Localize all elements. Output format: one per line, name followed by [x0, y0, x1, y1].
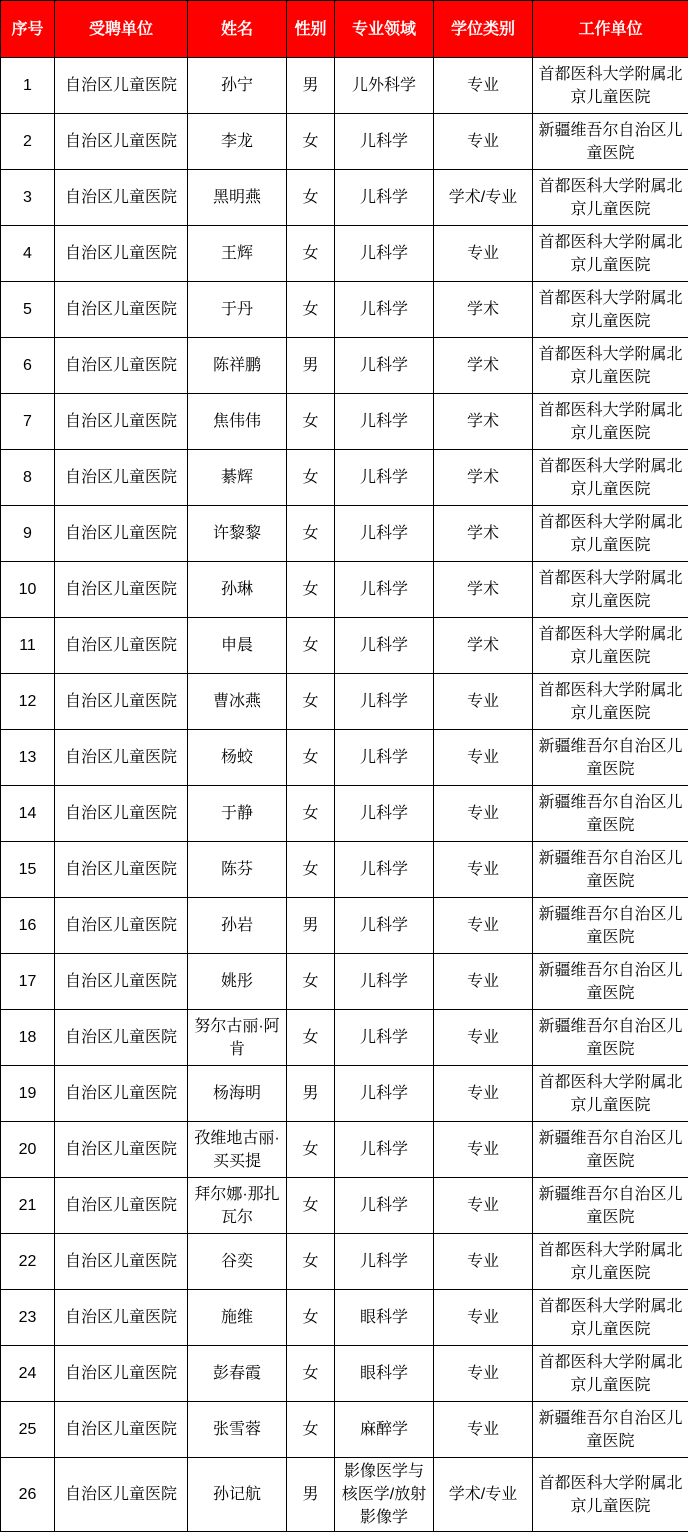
cell-field: 儿科学: [335, 338, 434, 394]
table-row: [1, 226, 688, 282]
cell-name: 彭春霞: [188, 1346, 287, 1402]
cell-employer: 自治区儿童医院: [55, 170, 188, 226]
cell-field: 儿科学: [335, 1122, 434, 1178]
cell-serial: 22: [1, 1234, 55, 1290]
cell-employer: 自治区儿童医院: [55, 506, 188, 562]
cell-employer: 自治区儿童医院: [55, 1458, 188, 1532]
cell-serial: 10: [1, 562, 55, 618]
cell-serial: 24: [1, 1346, 55, 1402]
cell-serial: 5: [1, 282, 55, 338]
cell-serial: 4: [1, 226, 55, 282]
cell-serial: 16: [1, 898, 55, 954]
cell-name: 李龙: [188, 114, 287, 170]
cell-work: 新疆维吾尔自治区儿童医院: [533, 1010, 688, 1066]
column-header-employer: 受聘单位: [55, 1, 188, 58]
cell-field: 儿科学: [335, 394, 434, 450]
table-row: [1, 618, 688, 674]
cell-name: 孙琳: [188, 562, 287, 618]
cell-work: 首都医科大学附属北京儿童医院: [533, 1234, 688, 1290]
cell-field: 儿科学: [335, 674, 434, 730]
table-header-row: [1, 1, 688, 58]
cell-field: 麻醉学: [335, 1402, 434, 1458]
cell-work: 首都医科大学附属北京儿童医院: [533, 674, 688, 730]
cell-degree: 专业: [434, 1346, 533, 1402]
cell-work: 首都医科大学附属北京儿童医院: [533, 450, 688, 506]
cell-field: 儿科学: [335, 450, 434, 506]
cell-degree: 学术/专业: [434, 1458, 533, 1532]
cell-gender: 女: [287, 1234, 335, 1290]
cell-gender: 女: [287, 282, 335, 338]
cell-serial: 19: [1, 1066, 55, 1122]
table-row: [1, 674, 688, 730]
cell-work: 新疆维吾尔自治区儿童医院: [533, 1402, 688, 1458]
table-row: [1, 506, 688, 562]
table-row: [1, 58, 688, 114]
cell-serial: 17: [1, 954, 55, 1010]
cell-degree: 学术: [434, 506, 533, 562]
table-row: [1, 1290, 688, 1346]
cell-name: 曹冰燕: [188, 674, 287, 730]
cell-name: 拜尔娜·那扎瓦尔: [188, 1178, 287, 1234]
cell-degree: 专业: [434, 730, 533, 786]
cell-serial: 15: [1, 842, 55, 898]
table-row: [1, 730, 688, 786]
cell-name: 黑明燕: [188, 170, 287, 226]
cell-gender: 女: [287, 506, 335, 562]
cell-work: 新疆维吾尔自治区儿童医院: [533, 842, 688, 898]
cell-degree: 专业: [434, 786, 533, 842]
cell-gender: 男: [287, 338, 335, 394]
cell-work: 首都医科大学附属北京儿童医院: [533, 58, 688, 114]
cell-work: 首都医科大学附属北京儿童医院: [533, 1346, 688, 1402]
cell-serial: 8: [1, 450, 55, 506]
cell-serial: 23: [1, 1290, 55, 1346]
cell-employer: 自治区儿童医院: [55, 786, 188, 842]
cell-employer: 自治区儿童医院: [55, 562, 188, 618]
column-header-serial: 序号: [1, 1, 55, 58]
cell-gender: 女: [287, 786, 335, 842]
cell-work: 新疆维吾尔自治区儿童医院: [533, 954, 688, 1010]
cell-employer: 自治区儿童医院: [55, 338, 188, 394]
cell-gender: 女: [287, 114, 335, 170]
cell-name: 许黎黎: [188, 506, 287, 562]
cell-gender: 女: [287, 1290, 335, 1346]
cell-serial: 25: [1, 1402, 55, 1458]
cell-employer: 自治区儿童医院: [55, 394, 188, 450]
cell-name: 申晨: [188, 618, 287, 674]
cell-field: 儿科学: [335, 1066, 434, 1122]
cell-employer: 自治区儿童医院: [55, 898, 188, 954]
cell-gender: 女: [287, 954, 335, 1010]
cell-name: 陈芬: [188, 842, 287, 898]
cell-degree: 专业: [434, 1290, 533, 1346]
cell-work: 新疆维吾尔自治区儿童医院: [533, 786, 688, 842]
cell-field: 儿科学: [335, 226, 434, 282]
cell-degree: 专业: [434, 1066, 533, 1122]
cell-name: 孜维地古丽·买买提: [188, 1122, 287, 1178]
cell-degree: 专业: [434, 1234, 533, 1290]
cell-work: 首都医科大学附属北京儿童医院: [533, 170, 688, 226]
cell-name: 努尔古丽·阿肯: [188, 1010, 287, 1066]
table-row: [1, 1458, 688, 1532]
cell-field: 儿科学: [335, 954, 434, 1010]
cell-field: 儿科学: [335, 114, 434, 170]
column-header-degree: 学位类别: [434, 1, 533, 58]
cell-gender: 男: [287, 1458, 335, 1532]
table-row: [1, 842, 688, 898]
cell-gender: 女: [287, 618, 335, 674]
cell-work: 新疆维吾尔自治区儿童医院: [533, 1122, 688, 1178]
cell-field: 儿科学: [335, 506, 434, 562]
column-header-name: 姓名: [188, 1, 287, 58]
table-row: [1, 898, 688, 954]
table-row: [1, 954, 688, 1010]
cell-employer: 自治区儿童医院: [55, 1010, 188, 1066]
cell-field: 儿科学: [335, 1010, 434, 1066]
cell-degree: 专业: [434, 898, 533, 954]
cell-serial: 11: [1, 618, 55, 674]
cell-employer: 自治区儿童医院: [55, 674, 188, 730]
cell-field: 儿科学: [335, 842, 434, 898]
cell-degree: 专业: [434, 842, 533, 898]
cell-degree: 专业: [434, 954, 533, 1010]
cell-serial: 1: [1, 58, 55, 114]
cell-employer: 自治区儿童医院: [55, 730, 188, 786]
cell-gender: 女: [287, 562, 335, 618]
cell-degree: 学术: [434, 338, 533, 394]
cell-employer: 自治区儿童医院: [55, 954, 188, 1010]
cell-employer: 自治区儿童医院: [55, 1122, 188, 1178]
cell-work: 首都医科大学附属北京儿童医院: [533, 226, 688, 282]
table-row: [1, 170, 688, 226]
cell-serial: 26: [1, 1458, 55, 1532]
cell-name: 姚彤: [188, 954, 287, 1010]
cell-gender: 女: [287, 730, 335, 786]
cell-employer: 自治区儿童医院: [55, 618, 188, 674]
cell-field: 儿科学: [335, 562, 434, 618]
cell-name: 于静: [188, 786, 287, 842]
cell-employer: 自治区儿童医院: [55, 1066, 188, 1122]
cell-serial: 14: [1, 786, 55, 842]
table-body: [1, 58, 688, 1532]
cell-employer: 自治区儿童医院: [55, 282, 188, 338]
table-row: [1, 562, 688, 618]
table-row: [1, 1346, 688, 1402]
cell-field: 儿科学: [335, 1234, 434, 1290]
cell-degree: 专业: [434, 114, 533, 170]
cell-work: 首都医科大学附属北京儿童医院: [533, 1066, 688, 1122]
cell-degree: 学术/专业: [434, 170, 533, 226]
cell-serial: 21: [1, 1178, 55, 1234]
cell-gender: 男: [287, 58, 335, 114]
cell-field: 儿科学: [335, 898, 434, 954]
cell-field: 眼科学: [335, 1346, 434, 1402]
cell-field: 儿科学: [335, 1178, 434, 1234]
cell-gender: 女: [287, 1122, 335, 1178]
table-row: [1, 114, 688, 170]
table-row: [1, 1234, 688, 1290]
cell-name: 施维: [188, 1290, 287, 1346]
cell-field: 儿科学: [335, 730, 434, 786]
cell-name: 綦辉: [188, 450, 287, 506]
cell-name: 于丹: [188, 282, 287, 338]
cell-name: 陈祥鹏: [188, 338, 287, 394]
table-row: [1, 450, 688, 506]
cell-work: 新疆维吾尔自治区儿童医院: [533, 898, 688, 954]
cell-work: 首都医科大学附属北京儿童医院: [533, 338, 688, 394]
column-header-gender: 性别: [287, 1, 335, 58]
cell-degree: 专业: [434, 1402, 533, 1458]
cell-gender: 女: [287, 450, 335, 506]
cell-name: 焦伟伟: [188, 394, 287, 450]
cell-employer: 自治区儿童医院: [55, 1346, 188, 1402]
cell-serial: 12: [1, 674, 55, 730]
table-row: [1, 282, 688, 338]
table-row: [1, 1402, 688, 1458]
cell-gender: 男: [287, 898, 335, 954]
cell-degree: 专业: [434, 226, 533, 282]
table-row: [1, 786, 688, 842]
cell-gender: 女: [287, 842, 335, 898]
cell-employer: 自治区儿童医院: [55, 450, 188, 506]
cell-field: 儿科学: [335, 170, 434, 226]
cell-degree: 学术: [434, 562, 533, 618]
cell-work: 首都医科大学附属北京儿童医院: [533, 618, 688, 674]
table-row: [1, 1010, 688, 1066]
cell-work: 新疆维吾尔自治区儿童医院: [533, 114, 688, 170]
cell-field: 影像医学与核医学/放射影像学: [335, 1458, 434, 1532]
cell-field: 儿科学: [335, 282, 434, 338]
column-header-work: 工作单位: [533, 1, 688, 58]
cell-degree: 学术: [434, 394, 533, 450]
cell-degree: 学术: [434, 618, 533, 674]
cell-field: 儿科学: [335, 618, 434, 674]
cell-serial: 3: [1, 170, 55, 226]
cell-employer: 自治区儿童医院: [55, 842, 188, 898]
cell-work: 首都医科大学附属北京儿童医院: [533, 282, 688, 338]
cell-serial: 20: [1, 1122, 55, 1178]
cell-gender: 男: [287, 1066, 335, 1122]
cell-degree: 专业: [434, 674, 533, 730]
cell-work: 新疆维吾尔自治区儿童医院: [533, 1178, 688, 1234]
cell-serial: 6: [1, 338, 55, 394]
cell-name: 谷奕: [188, 1234, 287, 1290]
cell-name: 张雪蓉: [188, 1402, 287, 1458]
cell-degree: 专业: [434, 1010, 533, 1066]
cell-work: 首都医科大学附属北京儿童医院: [533, 506, 688, 562]
cell-name: 杨海明: [188, 1066, 287, 1122]
table-row: [1, 1066, 688, 1122]
cell-gender: 女: [287, 674, 335, 730]
cell-gender: 女: [287, 1178, 335, 1234]
cell-work: 首都医科大学附属北京儿童医院: [533, 562, 688, 618]
cell-employer: 自治区儿童医院: [55, 1234, 188, 1290]
table-row: [1, 1178, 688, 1234]
cell-employer: 自治区儿童医院: [55, 58, 188, 114]
cell-work: 首都医科大学附属北京儿童医院: [533, 1458, 688, 1532]
cell-employer: 自治区儿童医院: [55, 1290, 188, 1346]
cell-name: 杨蛟: [188, 730, 287, 786]
cell-name: 王辉: [188, 226, 287, 282]
cell-work: 首都医科大学附属北京儿童医院: [533, 394, 688, 450]
cell-serial: 7: [1, 394, 55, 450]
cell-degree: 学术: [434, 282, 533, 338]
cell-work: 首都医科大学附属北京儿童医院: [533, 1290, 688, 1346]
cell-work: 新疆维吾尔自治区儿童医院: [533, 730, 688, 786]
column-header-field: 专业领域: [335, 1, 434, 58]
cell-field: 儿外科学: [335, 58, 434, 114]
cell-field: 眼科学: [335, 1290, 434, 1346]
table-row: [1, 1122, 688, 1178]
cell-serial: 2: [1, 114, 55, 170]
cell-field: 儿科学: [335, 786, 434, 842]
cell-degree: 专业: [434, 1178, 533, 1234]
cell-employer: 自治区儿童医院: [55, 114, 188, 170]
cell-employer: 自治区儿童医院: [55, 1402, 188, 1458]
cell-gender: 女: [287, 170, 335, 226]
cell-serial: 13: [1, 730, 55, 786]
cell-name: 孙岩: [188, 898, 287, 954]
cell-gender: 女: [287, 1402, 335, 1458]
table-header: [1, 1, 688, 58]
cell-employer: 自治区儿童医院: [55, 1178, 188, 1234]
cell-serial: 18: [1, 1010, 55, 1066]
cell-employer: 自治区儿童医院: [55, 226, 188, 282]
table-row: [1, 338, 688, 394]
cell-degree: 专业: [434, 58, 533, 114]
table-row: [1, 394, 688, 450]
cell-degree: 专业: [434, 1122, 533, 1178]
cell-gender: 女: [287, 226, 335, 282]
cell-gender: 女: [287, 394, 335, 450]
cell-degree: 学术: [434, 450, 533, 506]
cell-serial: 9: [1, 506, 55, 562]
cell-name: 孙宁: [188, 58, 287, 114]
cell-name: 孙记航: [188, 1458, 287, 1532]
cell-gender: 女: [287, 1010, 335, 1066]
cell-gender: 女: [287, 1346, 335, 1402]
